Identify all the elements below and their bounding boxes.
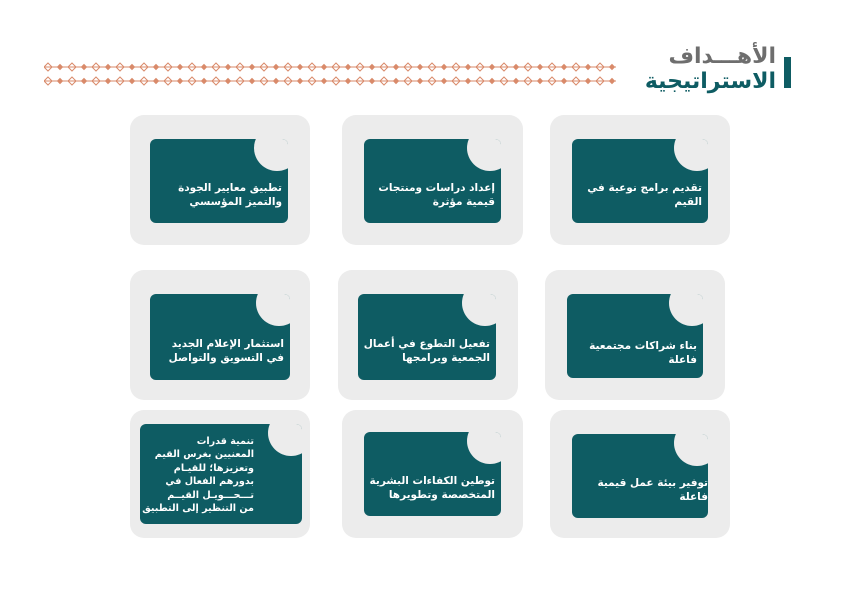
decorative-ornament-border (44, 59, 616, 89)
ornament-diamond (610, 79, 615, 84)
goal-notch-3 (254, 139, 288, 171)
ornament-diamond (418, 79, 423, 84)
goal-card-4 (545, 270, 725, 400)
goal-panel-2 (364, 139, 501, 223)
goal-panel-9 (140, 424, 302, 524)
ornament-diamond (562, 79, 567, 84)
ornament-diamond (178, 65, 183, 70)
ornament-diamond (82, 65, 87, 70)
goal-text-2: إعداد دراسات ومنتجات قيمية مؤثرة (378, 182, 495, 208)
goal-text-6: استثمار الإعلام الجديد في التسويق والتواصل (168, 338, 284, 364)
ornament-diamond (298, 79, 303, 84)
ornament-diamond (466, 79, 471, 84)
goal-notch-8 (467, 432, 501, 464)
goal-panel-4 (567, 294, 703, 378)
ornament-diamond (370, 79, 375, 84)
ornament-diamond (490, 79, 495, 84)
ornament-diamond (130, 65, 135, 70)
goal-text-9: تنمية قدرات المعنيين بغرس القيم وتعزيزها؛ للقيـام بدورهم الفعال في تـــحـــويـل القيــم من التنظير إلى التطبيق (142, 436, 254, 515)
goal-panel-5 (358, 294, 496, 380)
goal-card-9 (130, 410, 310, 538)
ornament-diamond (154, 65, 159, 70)
ornament-diamond (394, 65, 399, 70)
ornament-diamond (226, 79, 231, 84)
goal-text-1: تقديم برامج نوعية في القيم (587, 182, 702, 208)
ornament-diamond (130, 79, 135, 84)
goal-card-1 (550, 115, 730, 245)
ornament-diamond (490, 65, 495, 70)
ornament-diamond (82, 79, 87, 84)
ornament-diamond (394, 79, 399, 84)
ornament-diamond (442, 65, 447, 70)
goal-card-3 (130, 115, 310, 245)
ornament-diamond (514, 65, 519, 70)
goal-notch-2 (467, 139, 501, 171)
goal-notch-1 (674, 139, 708, 171)
ornament-diamond (322, 79, 327, 84)
ornament-diamond (154, 79, 159, 84)
ornament-diamond (274, 79, 279, 84)
goal-card-7 (550, 410, 730, 538)
goal-notch-4 (669, 294, 703, 326)
page-title-line1: الأهـــداف (668, 44, 776, 69)
ornament-diamond (298, 65, 303, 70)
ornament-diamond (202, 65, 207, 70)
goal-notch-6 (256, 294, 290, 326)
ornament-diamond (250, 65, 255, 70)
ornament-diamond (250, 79, 255, 84)
ornament-diamond (538, 79, 543, 84)
goal-text-7: توفير بيئة عمل قيمية فاعلة (597, 477, 708, 503)
ornament-diamond (586, 79, 591, 84)
goal-card-6 (130, 270, 310, 400)
title-accent-bar (784, 57, 791, 88)
ornament-diamond (58, 65, 63, 70)
ornament-diamond (58, 79, 63, 84)
goal-panel-8 (364, 432, 501, 516)
ornament-diamond (370, 65, 375, 70)
ornament-diamond (466, 65, 471, 70)
ornament-diamond (226, 65, 231, 70)
goal-text-4: بناء شراكات مجتمعية فاعلة (589, 340, 697, 366)
ornament-diamond (322, 65, 327, 70)
ornament-diamond (514, 79, 519, 84)
ornament-diamond (538, 65, 543, 70)
page-title-line2: الاستراتيجية (644, 69, 776, 94)
ornament-diamond (610, 65, 615, 70)
goal-panel-1 (572, 139, 708, 223)
ornament-diamond (586, 65, 591, 70)
goal-notch-5 (462, 294, 496, 326)
goal-card-5 (338, 270, 518, 400)
ornament-diamond (442, 79, 447, 84)
ornament-diamond (106, 79, 111, 84)
goal-text-5: تفعيل التطوع في أعمال الجمعية وبرامجها (363, 338, 490, 364)
goal-card-8 (342, 410, 523, 538)
goal-card-2 (342, 115, 523, 245)
goal-notch-7 (674, 434, 708, 466)
ornament-diamond (346, 79, 351, 84)
ornament-diamond (346, 65, 351, 70)
ornament-diamond (178, 79, 183, 84)
ornament-diamond (202, 79, 207, 84)
ornament-diamond (274, 65, 279, 70)
goal-text-8: توطين الكفاءات البشرية المتخصصة وتطويرها (369, 475, 495, 501)
goal-text-3: تطبيق معايير الجودة والتميز المؤسسي (178, 182, 282, 208)
ornament-diamond (106, 65, 111, 70)
ornament-diamond (562, 65, 567, 70)
page-title (645, 44, 776, 94)
ornament-diamond (418, 65, 423, 70)
goal-panel-7 (572, 434, 708, 518)
goal-panel-3 (150, 139, 288, 223)
goal-panel-6 (150, 294, 290, 380)
